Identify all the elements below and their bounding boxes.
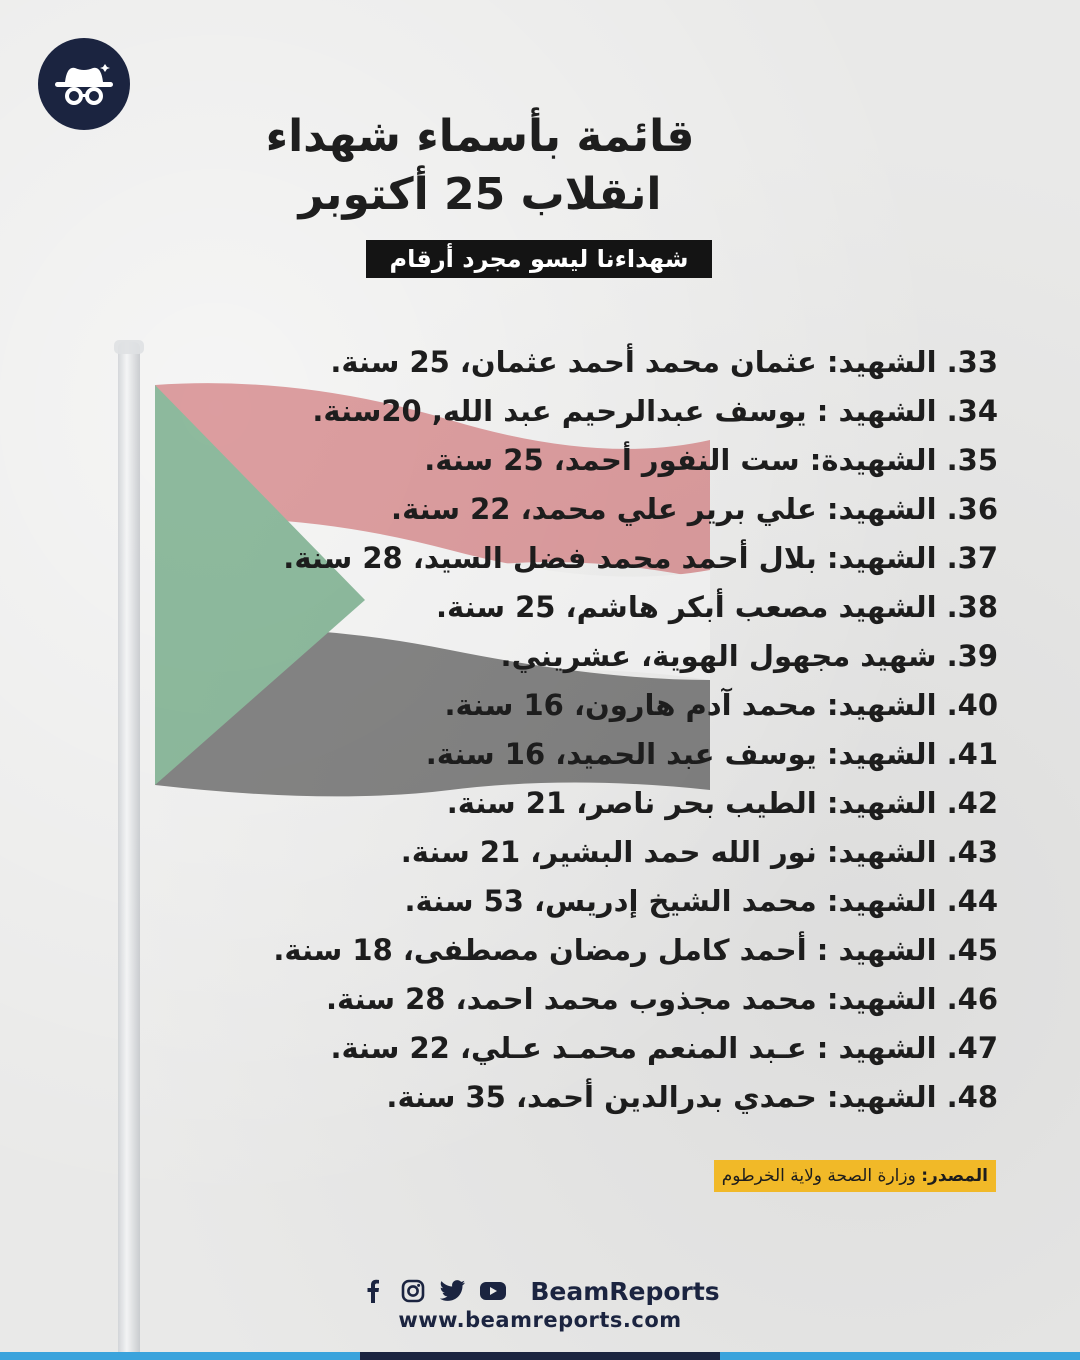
instagram-icon[interactable] <box>400 1278 426 1304</box>
facebook-icon[interactable] <box>360 1278 386 1304</box>
page-title <box>200 108 760 224</box>
list-item: 40. الشهيد: محمد آدم هارون، 16 سنة. <box>444 688 998 722</box>
list-item: 46. الشهيد: محمد مجذوب محمد احمد، 28 سنة. <box>326 982 998 1016</box>
page-title-line-2: انقلاب 25 أكتوبر <box>298 169 662 220</box>
flag-pole-cap <box>114 340 144 354</box>
brand-name: BeamReports <box>530 1276 720 1306</box>
footer-bar-center <box>360 1352 720 1360</box>
spy-hat-icon <box>53 60 115 108</box>
twitter-icon[interactable] <box>440 1278 466 1304</box>
list-item: 43. الشهيد: نور الله حمد البشير، 21 سنة. <box>400 835 998 869</box>
source-text: وزارة الصحة ولاية الخرطوم <box>721 1166 916 1186</box>
list-item: 34. الشهيد : يوسف عبدالرحيم عبد الله, 20سنة. <box>312 394 998 428</box>
footer-bar-left <box>0 1352 360 1360</box>
list-item: 37. الشهيد: بلال أحمد محمد فضل السيد، 28 سنة. <box>283 541 998 575</box>
list-item: 42. الشهيد: الطيب بحر ناصر، 21 سنة. <box>446 786 998 820</box>
beamreports-logo <box>38 38 130 130</box>
footer-bar-right <box>720 1352 1080 1360</box>
list-item: 33. الشهيد: عثمان محمد أحمد عثمان، 25 سنة. <box>330 345 998 379</box>
subtitle-banner: شهداءنا ليسو مجرد أرقام <box>366 240 712 278</box>
list-item: 36. الشهيد: علي برير علي محمد، 22 سنة. <box>391 492 998 526</box>
list-item: 38. الشهيد مصعب أبكر هاشم، 25 سنة. <box>436 590 998 624</box>
list-item: 48. الشهيد: حمدي بدرالدين أحمد، 35 سنة. <box>386 1080 998 1114</box>
page-title-line-1: قائمة بأسماء شهداء <box>265 111 695 162</box>
list-item: 45. الشهيد : أحمد كامل رمضان مصطفى، 18 سنة. <box>273 933 998 967</box>
list-item: 35. الشهيدة: ست النفور أحمد، 25 سنة. <box>424 443 998 477</box>
list-item: 39. شهيد مجهول الهوية، عشريني. <box>500 639 998 673</box>
youtube-icon[interactable] <box>480 1278 506 1304</box>
source-label: المصدر: <box>921 1166 988 1186</box>
list-item: 44. الشهيد: محمد الشيخ إدريس، 53 سنة. <box>404 884 998 918</box>
source-badge <box>714 1160 996 1192</box>
website-link[interactable]: www.beamreports.com <box>398 1308 682 1332</box>
flag-pole <box>118 342 140 1352</box>
footer <box>360 1274 720 1332</box>
list-item: 47. الشهيد : عـبد المنعم محمـد عـلي، 22 سنة. <box>330 1031 998 1065</box>
social-links <box>360 1274 720 1308</box>
list-item: 41. الشهيد: يوسف عبد الحميد، 16 سنة. <box>425 737 998 771</box>
martyrs-list <box>238 338 998 1122</box>
